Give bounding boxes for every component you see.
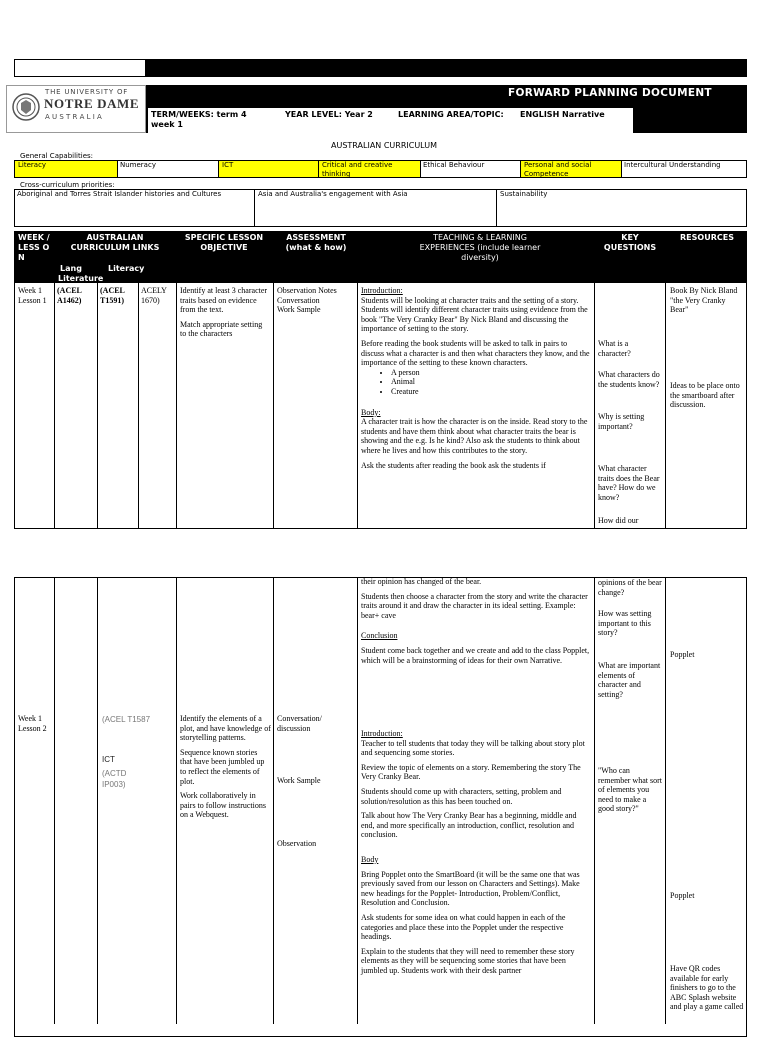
p1-kq-5: How did our	[598, 516, 639, 525]
list-item: • Creature	[391, 387, 591, 397]
university-line2: NOTRE DAME	[44, 96, 140, 111]
cross-aboriginal: Aboriginal and Torres Strait Islander histories and Cultures	[17, 190, 222, 198]
doc-title: FORWARD PLANNING DOCUMENT	[508, 87, 712, 99]
p2-body-2: Ask students for some idea on what could happen in each of the categories and place these into the Popplet under the respective headings.	[361, 912, 566, 942]
p2-objective-2: Sequence known stories that have been jumbled up to reflect the elements of plot.	[180, 747, 265, 786]
curriculum-title: AUSTRALIAN CURRICULUM	[331, 141, 437, 150]
p2-assess-3: Observation	[277, 839, 317, 848]
p2-conclusion-heading: Conclusion	[361, 631, 398, 641]
p1-assessment: Observation Notes Conversation Work Sample	[277, 286, 337, 315]
list-item: • A person	[391, 368, 591, 378]
th-objective: SPECIFIC LESSON OBJECTIVE	[184, 233, 264, 252]
p1-res-2: Ideas to be place onto the smartboard after discussion.	[670, 381, 740, 410]
p2-kq-4: "Who can remember what sort of elements you need to make a good story?"	[598, 766, 662, 814]
p2-intro-heading: Introduction:	[361, 729, 403, 738]
p2-week: Week 1 Lesson 2	[18, 714, 47, 733]
year-level: YEAR LEVEL: Year 2	[285, 110, 373, 119]
p2-res-popplet-1: Popplet	[670, 650, 695, 659]
university-crest-icon	[11, 91, 41, 123]
general-caps-label: General Capabilities:	[20, 152, 94, 160]
th-literacy: Literacy	[108, 264, 145, 273]
list-item: • Animal	[391, 377, 591, 387]
p2-body-heading: Body	[361, 854, 379, 864]
p1-intro-1: Students will be looking at character traits and the setting of a story.	[361, 295, 579, 305]
p2-objective	[180, 714, 271, 825]
th-assessment: ASSESSMENT (what & how)	[285, 233, 347, 252]
th-ac-links: AUSTRALIAN CURRICULUM LINKS	[70, 233, 160, 252]
cap-critical-thinking: Critical and creative thinking	[319, 161, 420, 177]
p2-assess-2: Work Sample	[277, 776, 321, 785]
logo-box	[6, 85, 146, 133]
p2-assess-1: Conversation/ discussion	[277, 714, 322, 733]
p1-objective-1: Identify at least 3 character traits based on evidence from the text.	[180, 286, 268, 315]
p2-intro-1: Teacher to tell students that today they will be talking about story plot and sequencing some stories.	[361, 738, 585, 758]
p1-body-1: A character trait is how the character is on the inside. Read story to the students and have them think about what character traits the bear is showing and the e.g. Is he kind? Also ask the students to think about where he lives and how this contributes to the story.	[361, 417, 588, 455]
p1-kq-3: Why is setting important?	[598, 412, 645, 431]
p1-bullet-list	[361, 368, 591, 397]
university-line3: A U S T R A L I A	[45, 113, 102, 121]
th-teaching: TEACHING & LEARNING EXPERIENCES (include learner diversity)	[419, 233, 541, 262]
university-line1: THE UNIVERSITY OF	[45, 88, 129, 96]
term-weeks: TERM/WEEKS: term 4 week 1	[151, 110, 247, 129]
cap-personal-social: Personal and social Competence	[521, 161, 621, 177]
p1-week: Week 1 Lesson 1	[18, 286, 47, 305]
p2-intro-4: Talk about how The Very Cranky Bear has a beginning, middle and end, and more specifically an introduction, conflict, resolution and conclusion.	[361, 811, 577, 840]
p1-objective	[180, 286, 270, 344]
p1-intro-heading: Introduction:	[361, 286, 403, 295]
p1-intro-3: Before reading the book students will be asked to talk in pairs to discuss what a character is and then what characters they know, and the importance of the setting to these known characters.	[361, 338, 590, 368]
p2-conclusion-1: Student come back together and we create and add to the class Popplet, which will be a brainstorming of ideas for their own Narrative.	[361, 645, 590, 665]
cross-asia: Asia and Australia's engagement with Asia	[258, 190, 408, 198]
cap-intercultural: Intercultural Understanding	[624, 161, 721, 169]
p1-intro-2: Students will identify different character traits using evidence from the book "The Very Cranky Bear" By Nick Bland and discussing the importance of setting to the story.	[361, 305, 588, 334]
top-bar-white	[14, 59, 146, 77]
p1-kq-2: What characters do the students know?	[598, 370, 660, 389]
p1-ac1: (ACEL A1462)	[57, 286, 82, 305]
p2-res-qr: Have QR codes available for early finishers to go to the ABC Splash website and play a game called	[670, 964, 744, 1012]
cap-ict: ICT	[219, 161, 318, 177]
learning-area-label: LEARNING AREA/TOPIC:	[398, 110, 504, 119]
p2-kq-cont: opinions of the bear change?	[598, 578, 662, 597]
th-lang: Lang	[60, 264, 82, 273]
p2-teaching-lesson2	[361, 729, 591, 980]
p2-body-1: Bring Popplet onto the SmartBoard (it will be the same one that was previously saved from our lesson on Characters and Settings). Make new headings for the Popplet- Introduction, Problem/Conflict, Resolution and Conclusion.	[361, 869, 580, 908]
cross-label: Cross-curriculum priorities:	[20, 181, 115, 189]
cap-numeracy: Numeracy	[120, 161, 156, 169]
p2-body-3: Explain to the students that they will need to remember these story elements as they will be sequencing some stories that have been jumbled up. Students work with their desk partner	[361, 946, 575, 975]
p2-ac-2: (ACTD IP003)	[102, 769, 127, 789]
p1-body-heading: Body:	[361, 407, 381, 417]
p1-ac3: ACELY 1670)	[141, 286, 167, 305]
p1-res-1: Book By Nick Bland "the Very Cranky Bear"	[670, 286, 738, 315]
p2-objective-1: Identify the elements of a plot, and have knowledge of storytelling patterns.	[180, 714, 271, 743]
p1-body-2: Ask the students after reading the book ask the students if	[361, 460, 546, 470]
p2-ac-ict: ICT	[102, 755, 115, 764]
p2-ac-1: (ACEL T1587	[102, 715, 151, 724]
p1-ac2: (ACEL T1591)	[100, 286, 125, 305]
p2-teaching-top	[361, 577, 591, 670]
p2-kq-2: How was setting important to this story?	[598, 609, 652, 638]
p1-kq-4: What character traits does the Bear have? How do we know?	[598, 464, 660, 502]
p2-kq-3: What are important elements of character and setting?	[598, 661, 661, 699]
th-resources: RESOURCES	[680, 233, 734, 242]
cap-literacy: Literacy	[15, 161, 117, 177]
p2-res-popplet-2: Popplet	[670, 891, 695, 900]
p2-cont-1: their opinion has changed of the bear.	[361, 577, 482, 586]
cap-ethical: Ethical Behaviour	[423, 161, 485, 169]
th-key-questions: KEY QUESTIONS	[603, 233, 657, 252]
p2-intro-2: Review the topic of elements on a story. Remembering the story The Very Cranky Bear.	[361, 762, 581, 782]
p2-cont-2: Students then choose a character from the story and write the character traits around it and draw the character in its ideal setting. Example: bear+ cave	[361, 591, 588, 620]
top-bar-black	[146, 59, 747, 77]
p2-intro-3: Students should come up with characters, setting, problem and solution/resolution as this has been touched on.	[361, 786, 562, 806]
p2-objective-3: Work collaboratively in pairs to follow instructions on a Webquest.	[180, 791, 266, 820]
learning-area-value: ENGLISH Narrative	[520, 110, 605, 119]
cross-sustainability: Sustainability	[500, 190, 548, 198]
th-literature: Literature	[58, 274, 104, 283]
p1-kq-1: What is a character?	[598, 339, 631, 358]
th-week: WEEK / LESS ON	[18, 233, 50, 262]
p1-teaching	[361, 286, 591, 470]
p1-objective-2: Match appropriate setting to the characters	[180, 319, 263, 339]
